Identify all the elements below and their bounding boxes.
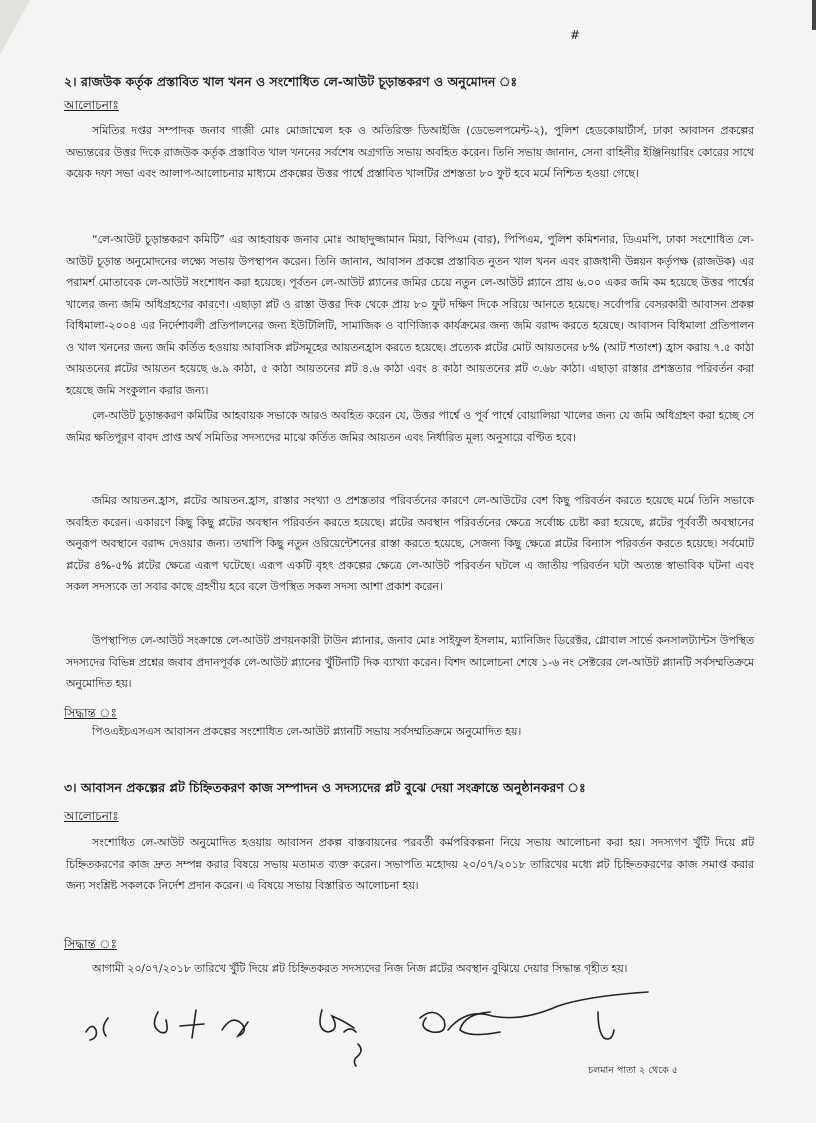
section-2-paragraph-5: উপস্থাপিত লে-আউট সংক্রান্তে লে-আউট প্রণয়নকারী টাউন প্ল্যানার, জনাব মোঃ সাইফুল ইসলাম, ম্যানিজিং ডিরেক্টর, গ্লোবাল সার্ভে কনসালট্যান্টস উপস্থিত সদস্যদের বিভিন্ন প্রশ্নের জবাব প্রদানপূর্বক লে-আউট প্ল্যানের খুঁটিনাটি দিক ব্যাখ্যা করেন। বিশদ আলোচনা শেষে ১-৬ নং সেক্টরের লে-আউট প্ল্যানটি সর্বসম্মতিক্রমে অনুমোদিত হয়। <box>66 634 754 690</box>
page-mark: # <box>570 28 581 42</box>
footer-continuation: চলমান পাতা ২ থেকে ৫ <box>588 1065 678 1076</box>
section-3-decision: আগামী ২০/০৭/২০১৮ তারিখে খুঁটি দিয়ে প্লট চিহ্নিতকরত সদস্যদের নিজ নিজ প্লটের অবস্থান বুঝিয়ে দেয়ার সিদ্ধান্ত গৃহীত হয়। <box>92 962 628 975</box>
signature-2 <box>154 1010 204 1038</box>
section-3-discussion-label: আলোচনাঃ <box>64 809 119 823</box>
section-3-paragraph-1: সংশোধিত লে-আউট অনুমোদিত হওয়ায় আবাসন প্রকল্প বাস্তবায়নের পরবর্তী কর্মপরিকল্পনা নিয়ে সভায় আলোচনা করা হয়। সদস্যগণ খুঁটি দিয়ে প্লট চিহ্নিতকরণের কাজ দ্রুত সম্পন্ন করার বিষয়ে সভায় মতামত ব্যক্ত করেন। সভাপতি মহোদয় ২০/০৭/২০১৮ তারিখের মধ্যে প্লট চিহ্নিতকরণের কাজ সমাপ্ত করার জন্য সংশ্লিষ্ট সকলকে নির্দেশ প্রদান করেন। এ বিষয়ে সভায় বিস্তারিত আলোচনা হয়। <box>66 836 754 892</box>
signature-3 <box>222 1020 248 1036</box>
section-2-paragraph-4: জমির আয়তন.হ্রাস, প্লটের আয়তন.হ্রাস, রাস্তার সংখ্যা ও প্রশস্ততার পরিবর্তনের কারণে লে-আউটের বেশ কিছু পরিবর্তন করতে হয়েছে মর্মে তিনি সভাকে অবহিত করেন। একারণে কিছু কিছু প্লটের অবস্থান পরিবর্তন করতে হয়েছে। প্লটের অবস্থান পরিবর্তনের ক্ষেত্রে সর্বোচ্চ চেষ্টা করা হয়েছে, প্লটের পূর্ববর্তী অবস্থানের অনুরূপ অবস্থানে বরাদ্দ দেওয়ার জন্য। তথাপি কিছু নতুন ওরিয়েন্টেশনের রাস্তা করতে হয়েছে, সেজন্য কিছু ক্ষেত্রে প্লটের বিন্যাস পরিবর্তন করতে হয়েছে। সর্বমোট প্লটের ৪%-৫% প্লটের ক্ষেত্রে এরূপ ঘটেছে। এরূপ একটি বৃহৎ প্রকল্পের ক্ষেত্রে লে-আউট পরিবর্তন ঘটলে এ জাতীয় পরিবর্তন ঘটা অত্যন্ত স্বাভাবিক ঘটনা এবং সকল সদস্যকে তা সবার কাছে গ্রহণীয় হবে বলে উপস্থিত সকল সদস্য আশা প্রকাশ করেন। <box>66 494 754 593</box>
signature-9 <box>598 1012 614 1039</box>
section-2-decision-label: সিদ্ধান্ত ঃ <box>64 706 117 720</box>
section-2-discussion-label: আলোচনাঃ <box>64 98 119 112</box>
signature-5 <box>354 1044 361 1066</box>
section-2-paragraph-3: লে-আউট চূড়ান্তকরণ কমিটির আহবায়ক সভাকে আরও অবহিত করেন যে, উত্তর পার্শ্বে ও পূর্ব পার্শ্বে বোয়ালিয়া খালের জন্য যে জমি অধিগ্রহণ করা হচ্ছে সে জমির ক্ষতিপূরণ বাবদ প্রাপ্ত অর্থ সমিতির সদস্যদের মাঝে কর্তিত জমির আয়তন এবং নির্ধারিত মূল্য অনুসারে বণ্টিত হবে। <box>66 409 754 444</box>
section-3-title: ৩। আবাসন প্রকল্পের প্লট চিহ্নিতকরণ কাজ সম্পাদন ও সদস্যদের প্লট বুঝে দেয়া সংক্রান্তে অনুষ্ঠানকরণ ঃ <box>64 780 586 795</box>
section-2-decision: পিওএইচএসএস আবাসন প্রকল্পের সংশোধিত লে-আউট প্ল্যানটি সভায় সর্বসম্মতিক্রমে অনুমোদিত হয়। <box>92 725 522 738</box>
signature-1 <box>86 1018 108 1040</box>
section-2-paragraph-2: “লে-আউট চূড়ান্তকরণ কমিটি” এর আহবায়ক জনাব মোঃ আছাদুজ্জামান মিয়া, বিপিএম (বার), পিপিএম, পুলিশ কমিশনার, ডিএমপি, ঢাকা সংশোধিত লে-আউট চূড়ান্ত অনুমোদনের লক্ষ্যে সভায় উপস্থাপন করেন। তিনি জানান, আবাসন প্রকল্পে প্রস্তাবিত নুতন খাল খনন এবং রাজধানী উন্নয়ন কর্তৃপক্ষ (রাজউক) এর পরামর্শ মোতাবেক লে-আউট সংশোধন করা হয়েছে। পূর্বতন লে-আউট প্ল্যানের জমির চেয়ে নতুন লে-আউট প্ল্যানে প্রায় ৬.০০ একর জমি কম হয়েছে উত্তর পার্শ্বের খালের জন্য জমি অধিগ্রহণের কারণে। এছাড়া প্লট ও রাস্তা উত্তর দিক থেকে প্রায় ৮০ ফুট দক্ষিণ দিকে সরিয়ে আনতে হয়েছে। সর্বোপরি বেসরকারী আবাসন প্রকল্প বিধিমালা-২০০৪ এর নির্দেশাবলী প্রতিপালনের জন্য ইউটিলিটি, সামাজিক ও বাণিজ্যিক কার্যক্রমের জন্য জমি বরাদ্দ করতে হয়েছে। আবাসন বিধিমালা প্রতিপালন ও খাল খননের জন্য জমি কর্তিত হওয়ায় আবাসিক প্লটসমূহের আয়তনহ্রাস করতে হয়েছে। প্রত্যেক প্লটের মোট আয়তনের ৮% (আট শতাংশ) হ্রাস করায় ৭.৫ কাঠা আয়তনের প্লটের আয়তন হয়েছে ৬.৯ কাঠা, ৫ কাঠা আয়তনের প্লট ৪.৬ কাঠা এবং ৪ কাঠা আয়তনের প্লট ৩.৬৮ কাঠা। এছাড়া রাস্তার প্রশস্ততার পরিবর্তন করা হয়েছে জমি সংকুলান করার জন্য। <box>66 233 754 397</box>
section-3-decision-label: সিদ্ধান্ত ঃ <box>64 937 117 951</box>
signature-7 <box>448 992 648 1030</box>
signature-6 <box>420 1012 445 1032</box>
signature-4 <box>320 1010 356 1032</box>
section-2-paragraph-1: সমিতির দপ্তর সম্পাদক জনাব গাজী মোঃ মোজাম্মেল হক ও অতিরিক্ত ডিআইজি (ডেভেলপমেন্ট-২), পুলিশ হেডকোয়ার্টার্স, ঢাকা আবাসন প্রকল্পের অভ্যন্তরের উত্তর দিকে রাজউক কর্তৃক প্রস্তাবিত খাল খননের সর্বশেষ অগ্রগতি সভায় অবহিত করেন। তিনি সভায় জানান, সেনা বাহিনীর ইঞ্জিনিয়ারিং কোরের সাথে কয়েক দফা সভা এবং আলাপ-আলোচনার মাধ্যমে প্রকল্পের উত্তর পার্শ্বে প্রস্তাবিত খালটির প্রশস্ততা ৮০ ফুট হবে মর্মে নিশ্চিত হওয়া গেছে। <box>66 124 754 180</box>
section-2-title: ২। রাজউক কর্তৃক প্রস্তাবিত খাল খনন ও সংশোধিত লে-আউট চূড়ান্তকরণ ও অনুমোদন ঃ <box>64 74 518 89</box>
